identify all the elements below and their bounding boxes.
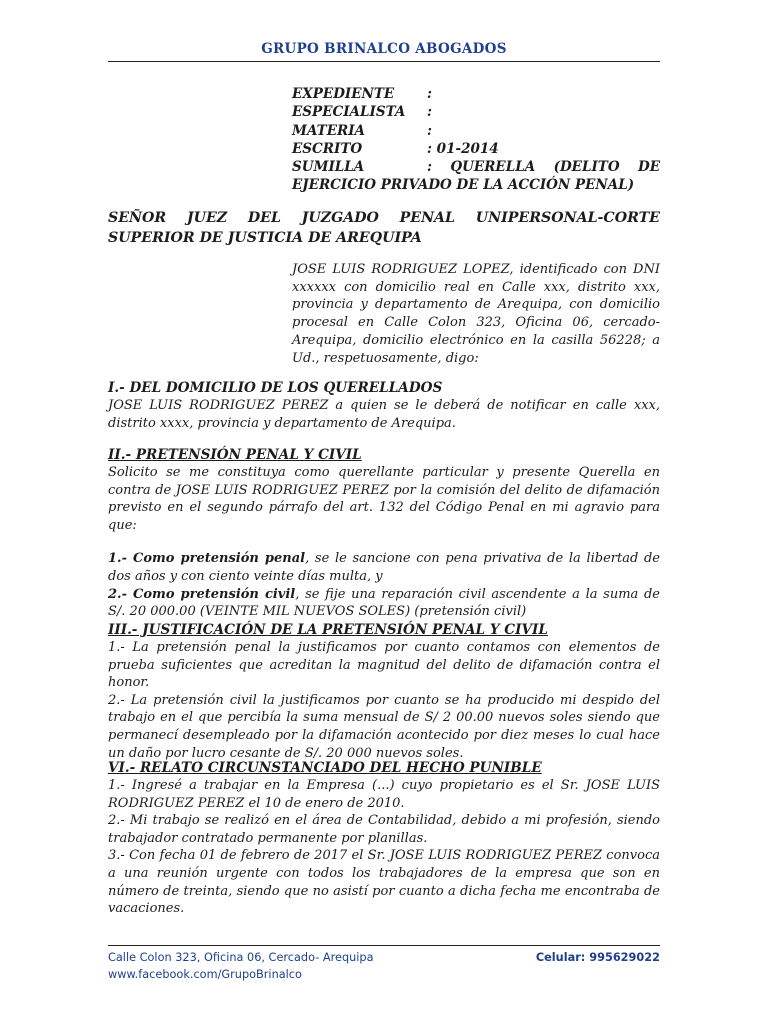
footer-address: Calle Colon 323, Oficina 06, Cercado- Arequipa xyxy=(108,951,374,964)
section-heading: I.- DEL DOMICILIO DE LOS QUERELLADOS xyxy=(108,380,443,396)
meta-sumilla-continued: EJERCICIO PRIVADO DE LA ACCIÓN PENAL) xyxy=(292,177,635,194)
header-divider xyxy=(108,61,660,62)
meta-value: : QUERELLA (DELITO DE xyxy=(427,159,660,176)
section-relato xyxy=(108,759,660,918)
item-lead: 2.- Como pretensión civil xyxy=(108,586,296,602)
firm-name: GRUPO BRINALCO ABOGADOS xyxy=(261,41,507,57)
meta-label: MATERIA xyxy=(292,122,366,139)
petitioner-intro: JOSE LUIS RODRIGUEZ LOPEZ, identificado con DNI xxxxxx con domicilio real en Calle xxx, distrito xxx, provincia y departamento de Arequipa, con domicilio procesal en Calle Colon 323, Oficina 06, cercado- Arequipa, domicilio electrónico en la casilla 56228; a Ud., respetuosamente, digo: xyxy=(292,262,660,366)
footer-phone: Celular: 995629022 xyxy=(535,951,660,964)
section-paragraph: 2.- Mi trabajo se realizó en el área de Contabilidad, debido a mi profesión, siendo trabajador contratado permanente por planillas. xyxy=(108,813,660,846)
section-paragraph: 1.- Ingresé a trabajar en la Empresa (...) cuyo propietario es el Sr. JOSE LUIS RODRIGUEZ PEREZ el 10 de enero de 2010. xyxy=(108,778,660,811)
section-paragraph: 2.- La pretensión civil la justificamos por cuanto se ha producido mi despido del trabajo en el que percibía la suma mensual de S/ 2 00.00 nuevos soles siendo que permanecí desempleado por la difamación acontecido por diez meses lo cual hace un daño por lucro cesante de S/. 20 000 nuevos soles. xyxy=(108,692,660,761)
section-justificacion xyxy=(108,621,660,762)
pretension-item-2 xyxy=(108,586,660,621)
meta-value: : xyxy=(427,104,432,121)
meta-value: : 01-2014 xyxy=(427,140,499,157)
footer-divider xyxy=(108,945,660,946)
meta-value: : xyxy=(427,122,432,139)
footer-row xyxy=(108,949,660,966)
item-text: , se fije una reparación civil ascendente a la suma de S/. 20 000.00 (VEINTE MIL NUEVOS SOLES) (pretensión civil) xyxy=(108,586,661,620)
item-text: , se le sancione con pena privativa de la libertad de dos años y con ciento veinte días multa, y xyxy=(108,551,660,584)
section-heading: VI.- RELATO CIRCUNSTANCIADO DEL HECHO PUNIBLE xyxy=(108,760,542,776)
footer-facebook-link[interactable]: www.facebook.com/GrupoBrinalco xyxy=(108,968,302,981)
page-footer xyxy=(108,949,660,983)
section-pretension xyxy=(108,446,660,621)
section-body: Solicito se me constituya como querellante particular y presente Querella en contra de JOSE LUIS RODRIGUEZ PEREZ por la comisión del delito de difamación previsto en el segundo párrafo del art. 132 del Código Penal en mi agravio para que: xyxy=(108,465,660,533)
case-metadata xyxy=(292,85,660,195)
pretension-item-1 xyxy=(108,550,660,585)
section-domicilio xyxy=(108,379,660,432)
court-addressee: SEÑOR JUEZ DEL JUZGADO PENAL UNIPERSONAL-CORTE SUPERIOR DE JUSTICIA DE AREQUIPA xyxy=(108,210,660,246)
meta-especialista xyxy=(292,103,660,121)
meta-materia xyxy=(292,122,660,140)
section-heading: II.- PRETENSIÓN PENAL Y CIVIL xyxy=(108,447,362,463)
meta-label: ESCRITO xyxy=(292,140,363,157)
meta-label: EXPEDIENTE xyxy=(292,86,395,102)
section-paragraph: 1.- La pretensión penal la justificamos por cuanto contamos con elementos de prueba suficientes que acreditan la magnitud del delito de difamación contra el honor. xyxy=(108,640,660,691)
section-heading: III.- JUSTIFICACIÓN DE LA PRETENSIÓN PENAL Y CIVIL xyxy=(108,622,548,638)
section-body: JOSE LUIS RODRIGUEZ PEREZ a quien se le deberá de notificar en calle xxx, distrito xxxx, provincia y departamento de Arequipa. xyxy=(108,398,660,431)
meta-label: ESPECIALISTA xyxy=(292,104,406,121)
item-lead: 1.- Como pretensión penal xyxy=(108,551,306,567)
section-paragraph: 3.- Con fecha 01 de febrero de 2017 el Sr. JOSE LUIS RODRIGUEZ PEREZ convoca a una reunión urgente con todos los trabajadores de la empresa que son en número de treinta, siendo que no asistí por cuanto a dicha fecha me encontraba de vacaciones. xyxy=(108,848,660,917)
meta-escrito xyxy=(292,140,660,158)
meta-sumilla xyxy=(292,158,660,176)
meta-value: : xyxy=(427,86,432,102)
meta-label: SUMILLA xyxy=(292,159,365,176)
meta-expediente xyxy=(292,85,660,103)
